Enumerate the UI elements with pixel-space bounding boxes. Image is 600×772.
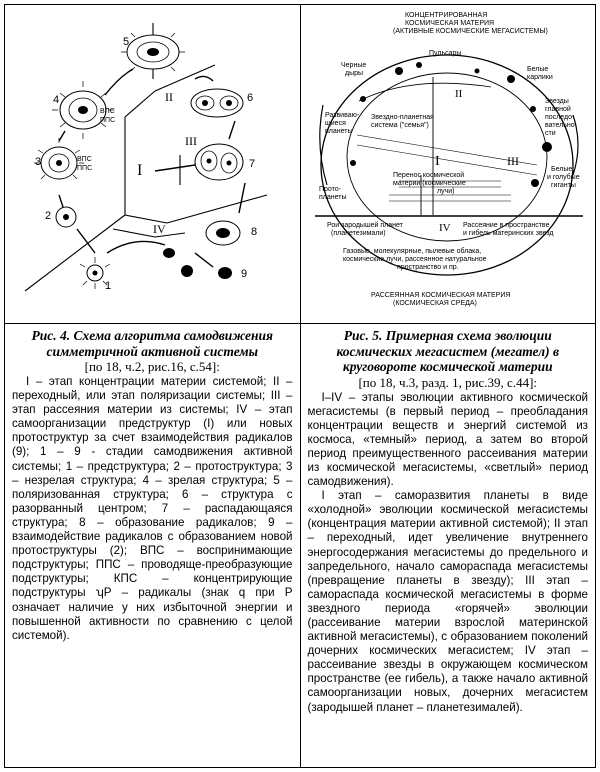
fig4-stage-3: 3 xyxy=(35,156,42,168)
fig4-region-4: IV xyxy=(153,222,166,236)
figure-5-text-cell xyxy=(300,324,596,768)
fig4-stage-9: 9 xyxy=(241,268,248,280)
fig5-pulsars: Пульсары xyxy=(428,50,461,57)
fig5-protoplanets-2: планеты xyxy=(318,194,347,201)
fig5-stars-2: главной xyxy=(544,106,571,113)
fig5-giants-2: и голубые xyxy=(546,174,580,181)
fig5-white-dwarfs-1: Белые xyxy=(526,66,548,73)
fig5-giants-3: гиганты xyxy=(550,182,576,189)
fig5-scatter-1: Рассеяние в пространстве xyxy=(462,222,549,229)
figure-5-paragraph-1: I–IV – этапы эволюции активного космической мегасистемы (в первый период – преобладания концентрации веществ и энергий системой из космоса, «темный» период, а затем во второй период преимущественного рассеивания материи из космической мегасистемы, «светлый» период самодвижения). xyxy=(307,390,588,489)
fig5-region-2: II xyxy=(454,88,462,100)
figure-5-reference: [по 18, ч.3, разд. 1, рис.39, с.44]: xyxy=(358,374,538,390)
fig5-region-3: III xyxy=(506,154,519,168)
figure-4-cell xyxy=(5,5,301,324)
figure-4-text-cell xyxy=(5,324,301,768)
fig5-region-1: I xyxy=(434,154,440,169)
fig5-developing-1: Развиваю- xyxy=(324,112,359,119)
figure-5-diagram xyxy=(301,5,595,323)
fig5-top-line-1: КОНЦЕНТРИРОВАННАЯ xyxy=(404,12,487,19)
fig5-developing-3: планеты xyxy=(324,128,353,135)
fig4-stage-5: 5 xyxy=(123,36,130,48)
fig4-stage-2: 2 xyxy=(45,210,52,222)
figure-4-paragraph: I – этап концентрации материи системой; II – переходный, или этап поляризации системы; III – этап рассеяния материи из системы; IV – этап самоорганизации предструктур (I) или новых протоструктур за счет взаимодействия радикалов (9); 1 – 9 - стадии самодвижения активной системы; 1 – предструктура; 2 – протоструктура; 3 – незрелая структура; 4 – зрелая структура; 5 – поляризованная структура; 6 – структура с разорванный центром; 7 – распадающаяся структура; 8 – образование радикалов; 9 – взаимодействие радикалов с образованием новой протоструктуры (2); ВПС – воспринимающие подструктуры; ППС – проводяще-преобразующие подструктуры; КПС – концентрирующие подструктуры ʮР – радикалы (знак q при P означает наличие у них избыточной энергии и повышенной активности по сравнению с целой системой). xyxy=(12,375,293,642)
fig4-vps-label-b: ВПС xyxy=(77,156,92,163)
figure-4-reference: [по 18, ч.2, рис.16, с.54]: xyxy=(84,359,220,374)
fig5-transfer-1: Перенос космической xyxy=(392,172,464,179)
figure-4-diagram xyxy=(5,5,299,323)
fig5-bottom-2: (КОСМИЧЕСКАЯ СРЕДА) xyxy=(392,300,477,307)
fig4-region-3: III xyxy=(185,134,197,148)
fig5-stars-4: вательно- xyxy=(544,122,577,129)
fig5-transfer-3: лучи) xyxy=(436,188,454,195)
fig4-stage-7: 7 xyxy=(249,158,256,170)
fig5-system-2: система ("семья") xyxy=(370,122,429,129)
fig4-stage-4: 4 xyxy=(53,94,60,106)
fig4-pps-label-b: ППС xyxy=(77,165,93,172)
figure-4-caption: Рис. 4. Схема алгоритма самодвижения симметричной активной системы xyxy=(31,328,273,359)
fig5-black-holes-1: Черные xyxy=(340,62,366,69)
fig5-region-4: IV xyxy=(438,222,451,234)
figure-5-description xyxy=(308,391,589,715)
fig5-gas-2: космические лучи, рассеянное натуральное xyxy=(342,256,487,263)
fig4-stage-6: 6 xyxy=(247,92,254,104)
fig5-stars-3: последо- xyxy=(544,114,574,121)
fig4-vps-label-a: ВПС xyxy=(100,108,115,115)
fig5-swarms-2: (планетезимали) xyxy=(330,230,386,237)
fig5-system-1: Звездно-планетная xyxy=(370,114,434,121)
figure-5-cell xyxy=(300,5,596,324)
fig5-gas-3: пространство и пр. xyxy=(396,264,459,271)
figure-5-caption: Рис. 5. Примерная схема эволюции космических мегасистем (мегател) в круговороте космической материи xyxy=(336,328,560,374)
fig5-stars-5: сти xyxy=(544,130,556,137)
fig5-stars-1: Звезды xyxy=(544,98,569,105)
fig5-giants-1: Белые xyxy=(550,166,572,173)
fig5-white-dwarfs-2: карлики xyxy=(526,74,553,81)
fig4-stage-8: 8 xyxy=(251,226,258,238)
fig4-pps-label-a: ППС xyxy=(100,117,116,124)
figure-5-paragraph-2: I этап – саморазвития планеты в виде «холодной» эволюции космической мегасистемы (концентрация материи активной системой); II этап – переходный, идет увеличение внутреннего энергосодержания мегасистемы до предельного и запредельного, начало самораспада мегасистемы (превращение планеты в звезду); III этап – самораспада космической мегасистемы в форме звездного периода «горячей» эволюции (рассеивание материи взрослой материнской активной мегасистемы), с образованием поколений дочерних космических мегасистем; IV этап – рассеивание звезды в окружающем космическом пространстве (ее гибель), а также начало активной самоорганизации новых, дочерних мегасистем (зародышей планет – планетезималей). xyxy=(307,489,588,714)
fig5-developing-2: щиеся xyxy=(324,120,346,127)
fig4-stage-1: 1 xyxy=(105,280,112,292)
fig5-bottom-1: РАССЕЯННАЯ КОСМИЧЕСКАЯ МАТЕРИЯ xyxy=(370,292,510,299)
fig4-region-2: II xyxy=(165,90,173,104)
fig5-black-holes-2: дыры xyxy=(344,70,363,77)
fig5-scatter-2: и гибель материнских звезд xyxy=(462,230,553,237)
figures-table xyxy=(4,4,596,768)
figure-4-description xyxy=(12,375,293,643)
fig5-top-line-2: КОСМИЧЕСКАЯ МАТЕРИЯ xyxy=(404,20,494,27)
fig5-top-line-3: (АКТИВНЫЕ КОСМИЧЕСКИЕ МЕГАСИСТЕМЫ) xyxy=(392,28,548,35)
fig5-gas-1: Газовые, молекулярные, пылевые облака, xyxy=(342,248,481,255)
fig5-swarms-1: Рои зародышей планет xyxy=(326,222,403,229)
fig5-transfer-2: материи (космические xyxy=(392,180,466,187)
fig5-protoplanets-1: Прото- xyxy=(318,186,341,193)
fig4-region-1: I xyxy=(137,162,143,179)
